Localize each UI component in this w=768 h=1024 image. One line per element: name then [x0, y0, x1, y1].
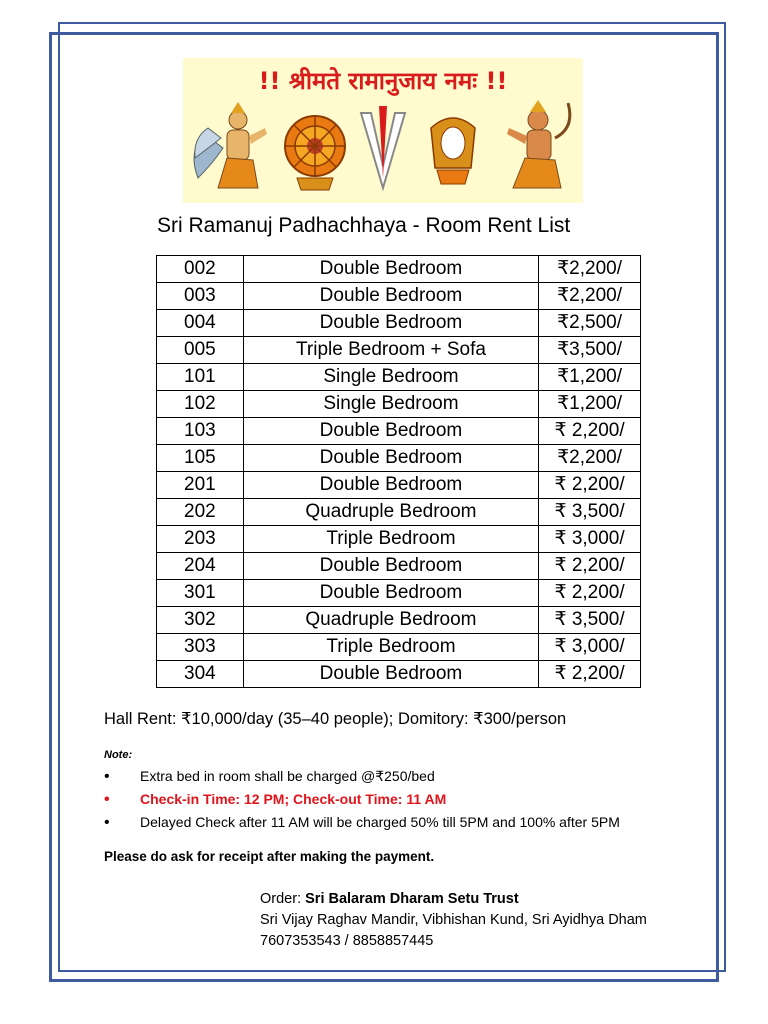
note-item-check-times: • Check-in Time: 12 PM; Check-out Time: 11 AM: [104, 788, 620, 811]
room-number-cell: 304: [157, 661, 244, 688]
room-rent-cell: ₹ 3,000/: [539, 526, 641, 553]
note-item-extra-bed: • Extra bed in room shall be charged @₹250/bed: [104, 765, 620, 788]
room-number-cell: 004: [157, 310, 244, 337]
room-type-cell: Triple Bedroom: [243, 634, 538, 661]
room-number-cell: 105: [157, 445, 244, 472]
room-rent-cell: ₹ 2,200/: [539, 472, 641, 499]
table-row: [157, 283, 641, 310]
table-row: [157, 418, 641, 445]
table-row: [157, 310, 641, 337]
hanuman-figure-icon: [507, 100, 570, 188]
order-phone: 7607353543 / 8858857445: [260, 933, 434, 949]
room-type-cell: Triple Bedroom + Sofa: [243, 337, 538, 364]
receipt-notice: Please do ask for receipt after making the payment.: [104, 849, 435, 864]
note-list: [104, 765, 620, 834]
room-rent-table: [156, 255, 641, 688]
room-type-cell: Double Bedroom: [243, 661, 538, 688]
room-rent-cell: ₹ 2,200/: [539, 661, 641, 688]
room-rent-cell: ₹2,200/: [539, 283, 641, 310]
shankha-icon: [431, 118, 475, 184]
room-rent-cell: ₹3,500/: [539, 337, 641, 364]
room-type-cell: Double Bedroom: [243, 418, 538, 445]
table-row: [157, 607, 641, 634]
table-row: [157, 256, 641, 283]
table-row: [157, 445, 641, 472]
table-row: [157, 364, 641, 391]
note-label: Note:: [104, 749, 133, 761]
room-rent-cell: ₹1,200/: [539, 391, 641, 418]
room-type-cell: Double Bedroom: [243, 445, 538, 472]
page-title: Sri Ramanuj Padhachhaya - Room Rent List: [157, 214, 571, 237]
table-row: [157, 661, 641, 688]
room-type-cell: Single Bedroom: [243, 364, 538, 391]
room-number-cell: 301: [157, 580, 244, 607]
room-number-cell: 202: [157, 499, 244, 526]
room-rent-cell: ₹2,200/: [539, 445, 641, 472]
room-number-cell: 303: [157, 634, 244, 661]
chakra-icon: [285, 116, 345, 190]
banner-title: !! श्रीमते रामानुजाय नमः !!: [258, 67, 508, 95]
note-item-delayed-checkout: • Delayed Check after 11 AM will be charged 50% till 5PM and 100% after 5PM: [104, 811, 620, 834]
room-number-cell: 103: [157, 418, 244, 445]
table-row: [157, 499, 641, 526]
garuda-figure-icon: [194, 102, 267, 188]
room-rent-table-body: [157, 256, 641, 688]
table-row: [157, 526, 641, 553]
room-type-cell: Double Bedroom: [243, 580, 538, 607]
room-number-cell: 101: [157, 364, 244, 391]
room-rent-cell: ₹ 2,200/: [539, 580, 641, 607]
room-type-cell: Triple Bedroom: [243, 526, 538, 553]
room-rent-cell: ₹ 3,500/: [539, 499, 641, 526]
table-row: [157, 472, 641, 499]
room-number-cell: 002: [157, 256, 244, 283]
room-type-cell: Double Bedroom: [243, 310, 538, 337]
room-rent-cell: ₹ 3,000/: [539, 634, 641, 661]
room-number-cell: 302: [157, 607, 244, 634]
room-type-cell: Double Bedroom: [243, 553, 538, 580]
order-line: [260, 889, 647, 910]
room-type-cell: Double Bedroom: [243, 256, 538, 283]
devotional-banner: [183, 58, 583, 203]
room-type-cell: Double Bedroom: [243, 472, 538, 499]
room-number-cell: 203: [157, 526, 244, 553]
order-address: Sri Vijay Raghav Mandir, Vibhishan Kund, Sri Ayidhya Dham: [260, 912, 647, 928]
room-rent-cell: ₹ 2,200/: [539, 553, 641, 580]
table-row: [157, 337, 641, 364]
room-type-cell: Quadruple Bedroom: [243, 499, 538, 526]
table-row: [157, 391, 641, 418]
tilak-icon: [361, 106, 405, 188]
room-number-cell: 005: [157, 337, 244, 364]
order-prefix: Order:: [260, 891, 306, 907]
room-type-cell: Single Bedroom: [243, 391, 538, 418]
room-rent-cell: ₹2,500/: [539, 310, 641, 337]
room-number-cell: 201: [157, 472, 244, 499]
room-rent-cell: ₹ 3,500/: [539, 607, 641, 634]
table-row: [157, 580, 641, 607]
room-number-cell: 102: [157, 391, 244, 418]
table-row: [157, 634, 641, 661]
room-number-cell: 204: [157, 553, 244, 580]
room-rent-cell: ₹1,200/: [539, 364, 641, 391]
order-block: [260, 889, 647, 952]
trust-name: Sri Balaram Dharam Setu Trust: [305, 891, 519, 907]
room-rent-cell: ₹2,200/: [539, 256, 641, 283]
room-number-cell: 003: [157, 283, 244, 310]
table-row: [157, 553, 641, 580]
hall-rent-text: Hall Rent: ₹10,000/day (35–40 people); Domitory: ₹300/person: [104, 710, 567, 728]
room-type-cell: Double Bedroom: [243, 283, 538, 310]
room-rent-cell: ₹ 2,200/: [539, 418, 641, 445]
room-type-cell: Quadruple Bedroom: [243, 607, 538, 634]
